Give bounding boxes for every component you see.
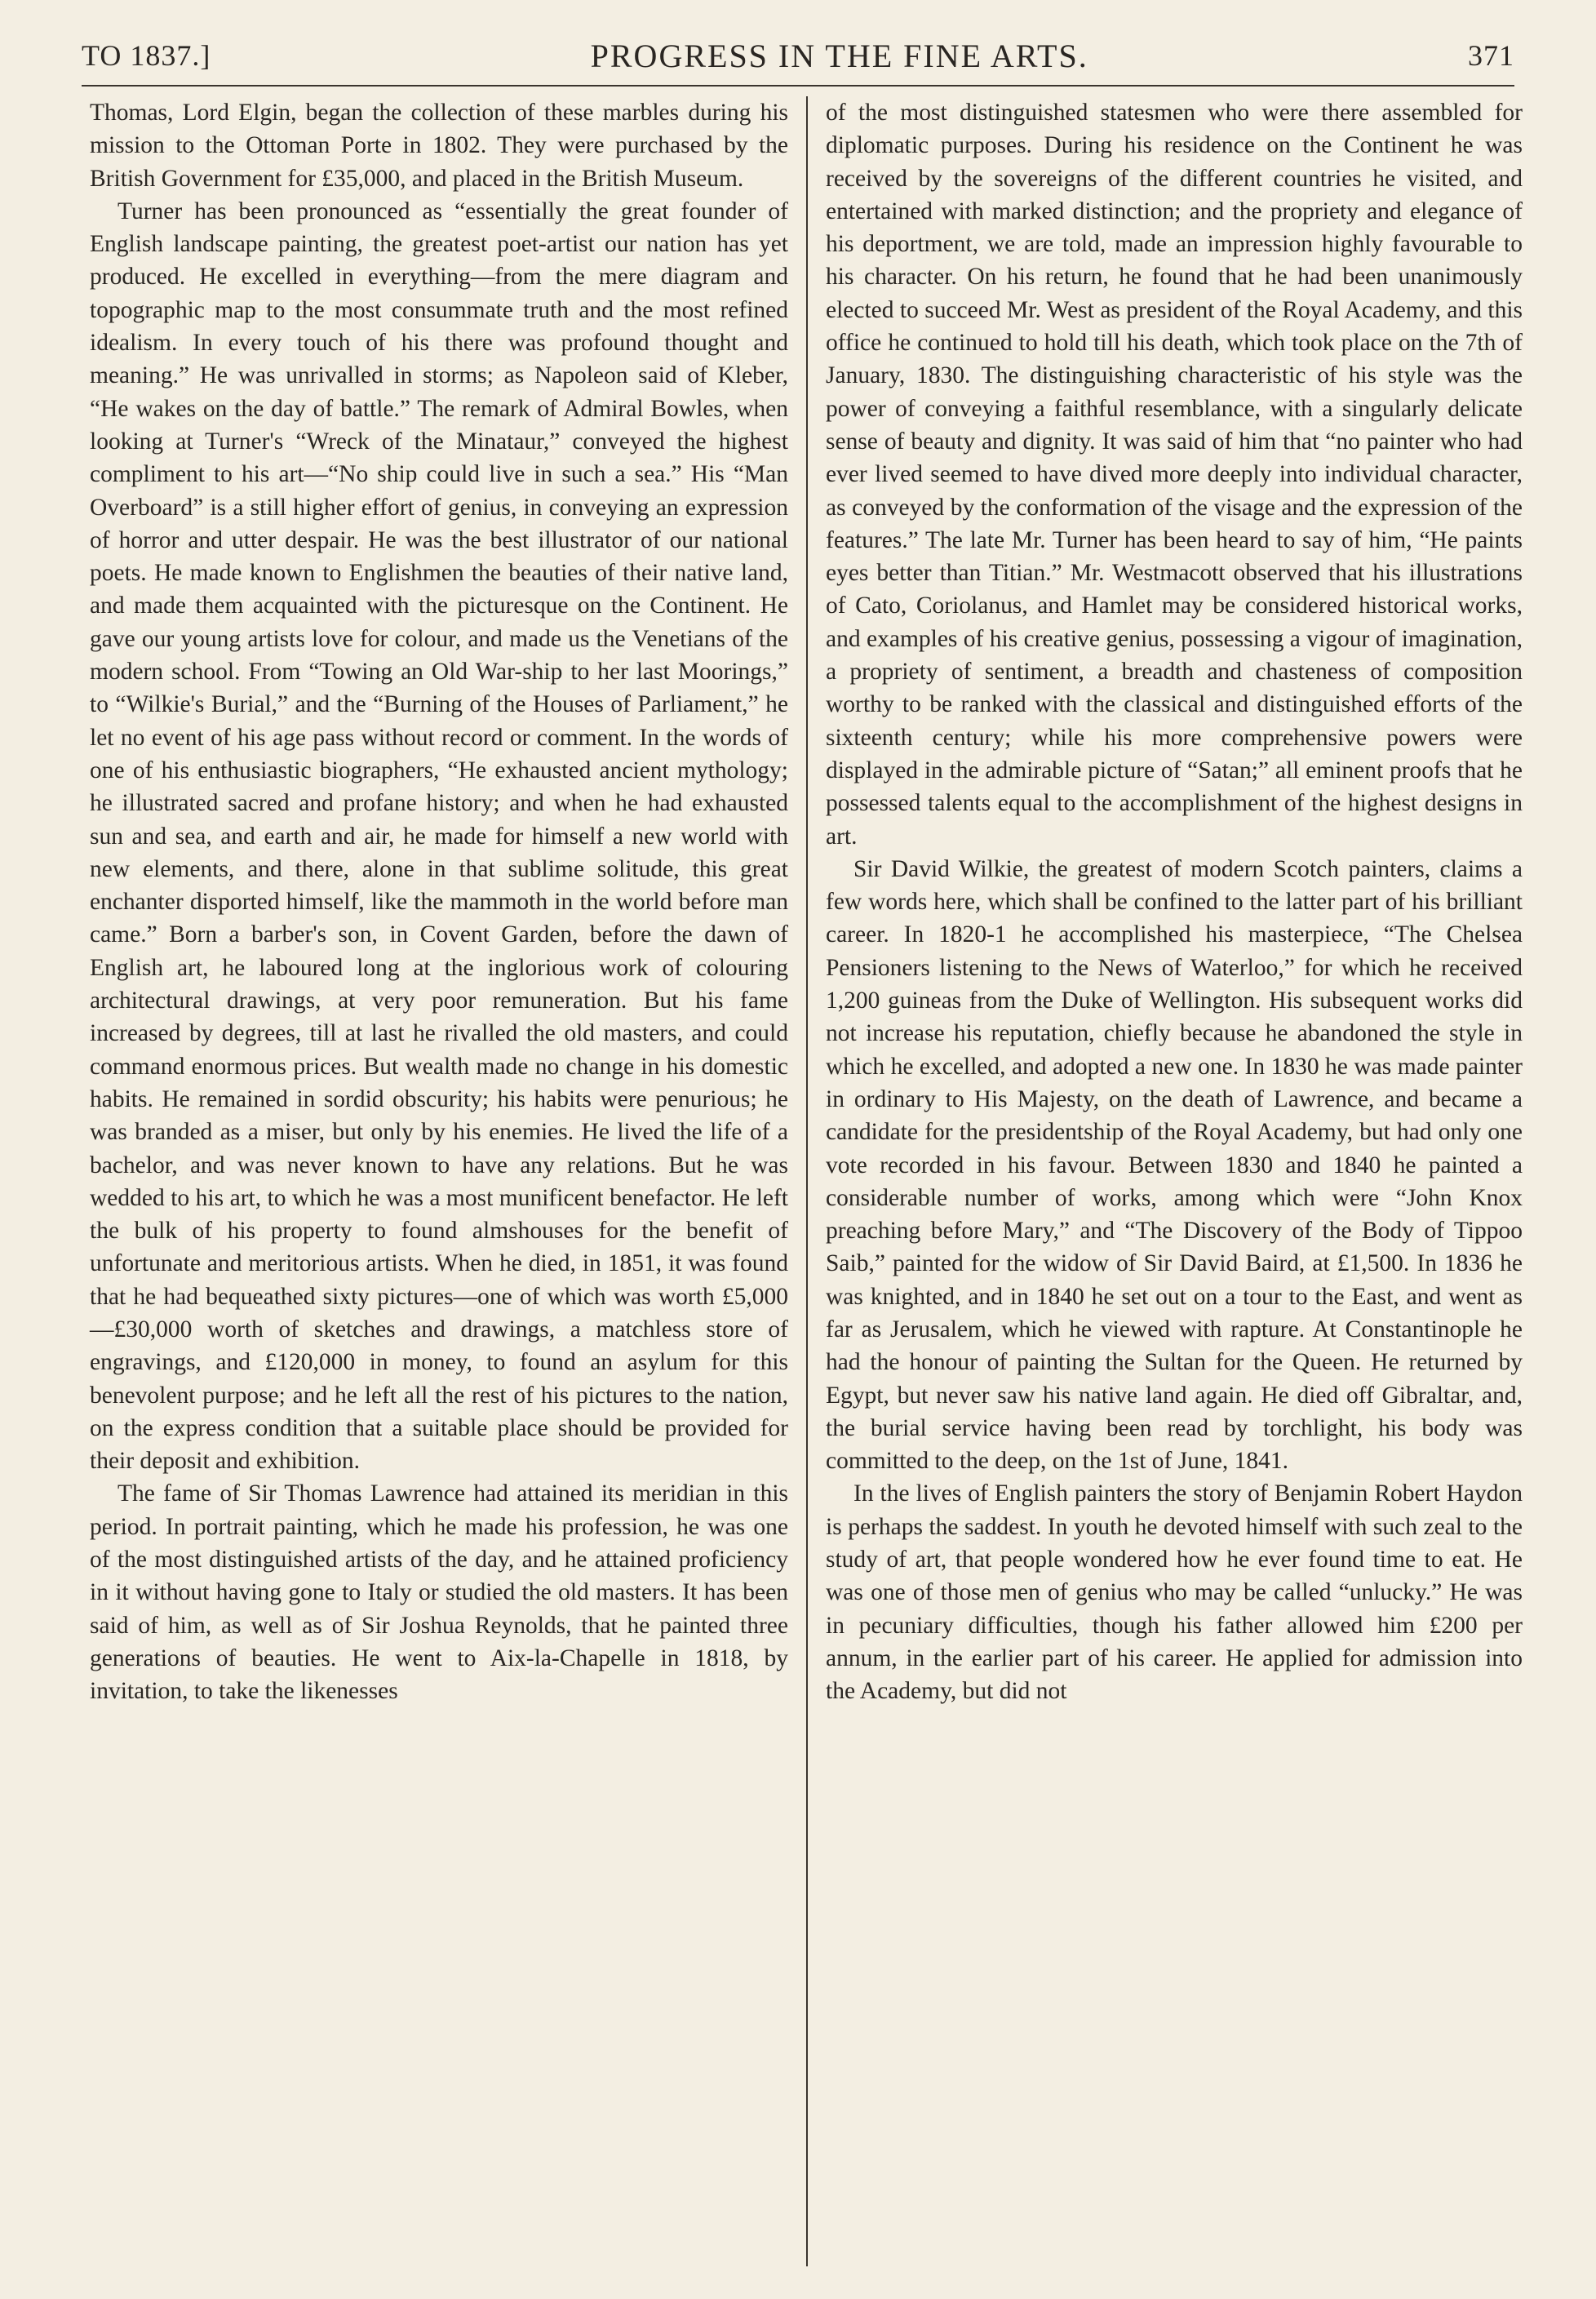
paragraph: Sir David Wilkie, the greatest of modern Scotch painters, claims a few words here, which shall be confined to the latter part of his brilliant career. In 1820-1 he accomplished his masterpiece, “The Chelsea Pensioners listening to the News of Waterloo,” for which he received 1,200 guineas from the Duke of Wellington. His subsequent works did not increase his reputation, chiefly because he abandoned the style in which he excelled, and adopted a new one. In 1830 he was made painter in ordinary to His Majesty, on the death of Lawrence, and became a candidate for the presidentship of the Royal Academy, but had only one vote recorded in his favour. Between 1830 and 1840 he painted a considerable number of works, among which were “John Knox preaching before Mary,” and “The Discovery of the Body of Tippoo Saib,” painted for the widow of Sir David Baird, at £1,500. In 1836 he was knighted, and in 1840 he set out on a tour to the East, and went as far as Jerusalem, which he viewed with rapture. At Constantinople he had the honour of painting the Sultan for the Queen. He returned by Egypt, but never saw his native land again. He died off Gibraltar, and, the burial service having been read by torchlight, his body was committed to the deep, on the 1st of June, 1841. xyxy=(826,855,1523,1475)
header-rule xyxy=(82,85,1514,87)
paragraph: The fame of Sir Thomas Lawrence had attained its meridian in this period. In portrait painting, which he made his profession, he was one of the most distinguished artists of the day, and he attained proficiency in it without having gone to Italy or studied the old masters. It has been said of him, as well as of Sir Joshua Reynolds, that he painted three generations of beauties. He went to Aix-la-Chapelle in 1818, by invitation, to take the likenesses xyxy=(90,1480,788,1705)
right-column xyxy=(806,96,1523,2266)
running-header xyxy=(82,31,1514,80)
text-columns xyxy=(90,96,1523,2266)
paragraph: Turner has been pronounced as “essentially the great founder of English landscape painting, the greatest poet-artist our nation has yet produced. He excelled in everything—from the mere diagram and topographic map to the most consummate truth and the most refined idealism. In every touch of his there was profound thought and meaning.” He was unrivalled in storms; as Napoleon said of Kleber, “He wakes on the day of battle.” The remark of Admiral Bowles, when looking at Turner's “Wreck of the Minataur,” conveyed the highest compliment to his art—“No ship could live in such a sea.” His “Man Overboard” is a still higher effort of genius, in conveying an expression of horror and utter despair. He was the best illustrator of our national poets. He made known to Englishmen the beauties of their native land, and made them acquainted with the picturesque on the Continent. He gave our young artists love for colour, and made us the Venetians of the modern school. From “Towing an Old War-ship to her last Moorings,” to “Wilkie's Burial,” and the “Burning of the Houses of Parliament,” he let no event of his age pass without record or comment. In the words of one of his enthusiastic biographers, “He exhausted ancient mythology; he illustrated sacred and profane history; and when he had exhausted sun and sea, and earth and air, he made for himself a new world with new elements, and there, alone in that sublime solitude, this great enchanter disported himself, like the mammoth in the world before man came.” Born a barber's son, in Covent Garden, before the dawn of English art, he laboured long at the inglorious work of colouring architectural drawings, at very poor remuneration. But his fame increased by degrees, till at last he rivalled the old masters, and could command enormous prices. But wealth made no change in his domestic habits. He remained in sordid obscurity; his habits were penurious; he was branded as a miser, but only by his enemies. He lived the life of a bachelor, and was never known to have any relations. But he was wedded to his art, to which he was a most munificent benefactor. He left the bulk of his property to found almshouses for the benefit of unfortunate and meritorious artists. When he died, in 1851, it was found that he had bequeathed sixty pictures—one of which was worth £5,000—£30,000 worth of sketches and drawings, a matchless store of engravings, and £120,000 in money, to found an asylum for this benevolent purpose; and he left all the rest of his pictures to the nation, on the express condition that a suitable place should be provided for their deposit and exhibition. xyxy=(90,198,788,1475)
header-date-range: TO 1837.] xyxy=(82,39,211,72)
paragraph: In the lives of English painters the story of Benjamin Robert Haydon is perhaps the saddest. In youth he devoted himself with such zeal to the study of art, that people wondered how he ever found time to eat. He was one of those men of genius who may be called “unlucky.” He was in pecuniary difficulties, though his father allowed him £200 per annum, in the earlier part of his career. He applied for admission into the Academy, but did not xyxy=(826,1480,1523,1705)
header-title: PROGRESS IN THE FINE ARTS. xyxy=(590,37,1088,74)
paragraph: of the most distinguished statesmen who were there assembled for diplomatic purposes. During his residence on the Continent he was received by the sovereigns of the different countries he visited, and entertained with marked distinction; and the propriety and elegance of his deportment, we are told, made an impression highly favourable to his character. On his return, he found that he had been unanimously elected to succeed Mr. West as president of the Royal Academy, and this office he continued to hold till his death, which took place on the 7th of January, 1830. The distinguishing characteristic of his style was the power of conveying a faithful resemblance, with a singularly delicate sense of beauty and dignity. It was said of him that “no painter who had ever lived seemed to have dived more deeply into individual character, as conveyed by the conformation of the visage and the expression of the features.” The late Mr. Turner has been heard to say of him, “He paints eyes better than Titian.” Mr. Westmacott observed that his illustrations of Cato, Coriolanus, and Hamlet may be considered historical works, and examples of his creative genius, possessing a vigour of imagination, a propriety of sentiment, a breadth and chasteness of composition worthy to be ranked with the classical and distinguished efforts of the sixteenth century; while his more comprehensive powers were displayed in the admirable picture of “Satan;” all eminent proofs that he possessed talents equal to the accomplishment of the highest designs in art. xyxy=(826,100,1523,850)
paragraph: Thomas, Lord Elgin, began the collection of these marbles during his mission to the Ottoman Porte in 1802. They were purchased by the British Government for £35,000, and placed in the British Museum. xyxy=(90,100,788,192)
left-column xyxy=(90,96,806,2266)
page-number: 371 xyxy=(1468,39,1514,72)
